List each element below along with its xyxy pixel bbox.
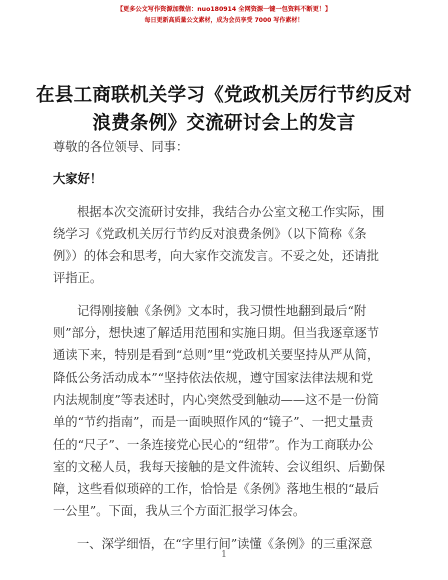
promo-banner [0,5,448,25]
section-heading-1: 一、深学细悟，在“字里行间”读懂《条例》的三重深意 [77,536,373,551]
document-body [53,136,397,555]
paragraph-line: 室的文秘人员，我每天接触的是文件流转、会议组织、后勤保 [53,459,386,474]
document-title [28,82,420,138]
document-title-line-2: 浪费条例》交流研讨会上的发言 [92,113,356,134]
paragraph-line: 则”部分，想快速了解适用范围和实施日期。但当我逐章逐节 [53,326,380,341]
salutation: 尊敬的各位领导、同事： [53,140,189,154]
paragraph-intro [53,201,397,290]
paragraph-line: 一公里”。下面，我从三个方面汇报学习体会。 [53,504,306,519]
paragraph-line: 单的“节约指南”，而是一面映照作风的“镜子”、一把丈量责 [53,415,374,430]
paragraph-line: 内法规制度”等表述时，内心突然受到触动——这不是一份简 [53,392,380,407]
page-number: 1 [221,550,227,560]
greeting: 大家好！ [53,172,103,187]
paragraph-line: 评指正。 [53,271,103,286]
promo-banner-line-1: 【更多公文写作资源加微信：nuo180914 全网资源一键一包资料不断更！】 [116,6,332,13]
paragraph-line: 通读下来，特别是看到“总则”里“党政机关要坚持从严从简， [53,348,380,363]
paragraph-reflection [53,300,397,523]
paragraph-line: 降低公务活动成本”“坚持依法依规，遵守国家法律法规和党 [53,370,373,385]
paragraph-line: 记得刚接触《条例》文本时，我习惯性地翻到最后“附 [77,303,367,318]
paragraph-line: 根据本次交流研讨安排，我结合办公室文秘工作实际，围 [77,204,385,219]
promo-banner-line-2: 每日更新高质量公文素材，成为会员享受 7000 写作素材！ [144,17,304,24]
document-title-line-1: 在县工商联机关学习《党政机关厉行节约反对 [35,85,412,106]
paragraph-line: 绕学习《党政机关厉行节约反对浪费条例》（以下简称《条 [53,226,367,241]
paragraph-line: 任的“尺子”、一条连接党心民心的“纽带”。作为工商联办公 [53,437,374,452]
paragraph-line: 障，这些看似琐碎的工作，恰恰是《条例》落地生根的“最后 [53,482,380,497]
paragraph-line: 例》）的体会和思考，向大家作交流发言。不妥之处，还请批 [53,249,379,264]
